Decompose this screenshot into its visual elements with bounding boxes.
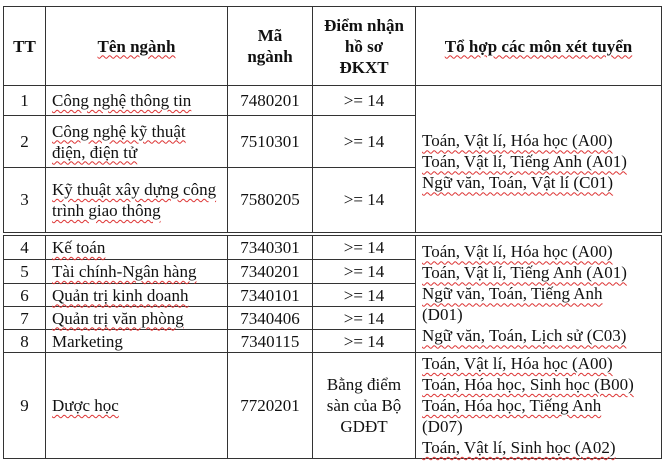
row-name: Quản trị kinh doanh	[46, 284, 228, 307]
row-tt: 8	[4, 330, 46, 353]
row-code: 7480201	[228, 86, 313, 116]
row-score: >= 14	[313, 330, 416, 353]
row-tt: 4	[4, 234, 46, 260]
admission-table	[3, 6, 662, 459]
row-code: 7340115	[228, 330, 313, 353]
header-name: Tên ngành	[46, 7, 228, 86]
row-score: >= 14	[313, 307, 416, 330]
row-code: 7340201	[228, 260, 313, 284]
row-score: >= 14	[313, 234, 416, 260]
header-code: Mã ngành	[228, 7, 313, 86]
row-score: >= 14	[313, 168, 416, 234]
row-name: Quản trị văn phòng	[46, 307, 228, 330]
combo-cell: Toán, Vật lí, Hóa học (A00) Toán, Vật lí, Tiếng Anh (A01) Ngữ văn, Toán, Tiếng Anh (D01) Ngữ văn, Toán, Lịch sử (C03)	[416, 234, 662, 353]
header-score: Điểm nhận hồ sơ ĐKXT	[313, 7, 416, 86]
row-tt: 3	[4, 168, 46, 234]
combo-cell: Toán, Vật lí, Hóa học (A00) Toán, Vật lí, Tiếng Anh (A01) Ngữ văn, Toán, Vật lí (C01)	[416, 86, 662, 234]
combo-cell: Toán, Vật lí, Hóa học (A00) Toán, Hóa học, Sinh học (B00) Toán, Hóa học, Tiếng Anh (D07) Toán, Vật lí, Sinh học (A02)	[416, 353, 662, 459]
header-row	[4, 7, 662, 86]
row-tt: 5	[4, 260, 46, 284]
header-combos: Tổ hợp các môn xét tuyển	[416, 7, 662, 86]
row-tt: 2	[4, 116, 46, 168]
row-score: >= 14	[313, 260, 416, 284]
row-name: Kỹ thuật xây dựng công trình giao thông	[46, 168, 228, 234]
row-tt: 7	[4, 307, 46, 330]
row-code: 7510301	[228, 116, 313, 168]
row-code: 7340406	[228, 307, 313, 330]
row-score: >= 14	[313, 116, 416, 168]
row-code: 7720201	[228, 353, 313, 459]
row-tt: 6	[4, 284, 46, 307]
row-score: >= 14	[313, 86, 416, 116]
row-score: Bằng điểm sàn của Bộ GDĐT	[313, 353, 416, 459]
row-name: Công nghệ thông tin	[46, 86, 228, 116]
table-row	[4, 86, 662, 116]
row-code: 7340301	[228, 234, 313, 260]
row-tt: 9	[4, 353, 46, 459]
row-name: Kế toán	[46, 234, 228, 260]
table-row	[4, 234, 662, 260]
row-tt: 1	[4, 86, 46, 116]
row-score: >= 14	[313, 284, 416, 307]
row-code: 7340101	[228, 284, 313, 307]
row-code: 7580205	[228, 168, 313, 234]
table-row	[4, 353, 662, 459]
row-name: Tài chính-Ngân hàng	[46, 260, 228, 284]
row-name: Marketing	[46, 330, 228, 353]
header-tt: TT	[4, 7, 46, 86]
row-name: Công nghệ kỹ thuật điện, điện tử	[46, 116, 228, 168]
row-name: Dược học	[46, 353, 228, 459]
